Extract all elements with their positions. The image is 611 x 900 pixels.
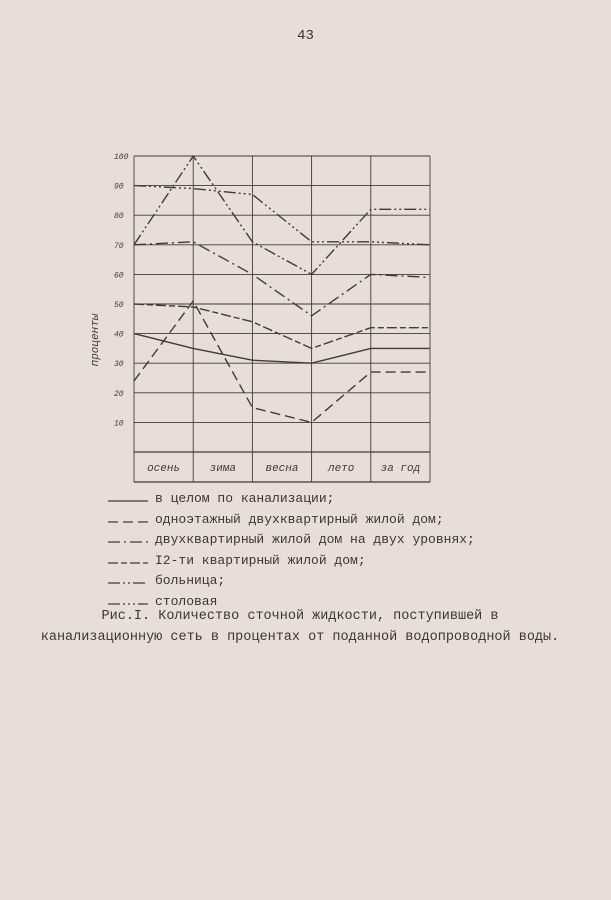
legend-swatch: [108, 518, 150, 526]
y-tick-label: 90: [114, 182, 124, 192]
x-category-label: весна: [265, 463, 299, 475]
page-number: 43: [297, 28, 314, 44]
legend: [108, 491, 528, 614]
y-tick-label: 10: [114, 419, 124, 429]
y-axis-label: проценты: [90, 313, 102, 367]
series-line-3: [134, 242, 430, 316]
legend-label: больница;: [155, 573, 226, 588]
x-category-label: за год: [380, 463, 421, 475]
y-tick-label: 80: [114, 212, 124, 222]
x-category-label: зима: [209, 463, 237, 475]
legend-label: в целом по канализации;: [155, 491, 335, 506]
y-tick-label: 100: [114, 153, 129, 162]
legend-label: двухквартирный жилой дом на двух уровнях;: [155, 532, 475, 547]
legend-entry: [108, 491, 528, 512]
series-line-4: [134, 304, 430, 348]
legend-entry: [108, 512, 528, 533]
series-line-1: [134, 334, 430, 364]
figure-caption: Рис.I. Количество сточной жидкости, поступившей в канализационную сеть в процентах от поданной водопроводной воды.: [40, 609, 560, 645]
legend-label: одноэтажный двухквартирный жилой дом;: [155, 511, 444, 527]
legend-entry: [108, 532, 528, 553]
x-category-label: осень: [147, 463, 181, 475]
legend-entry: [108, 553, 528, 574]
y-tick-label: 50: [114, 301, 124, 310]
legend-swatch: [108, 579, 150, 587]
legend-swatch: [108, 538, 150, 546]
y-tick-label: 60: [114, 271, 124, 281]
legend-entry: [108, 573, 528, 594]
legend-label: столовая: [155, 593, 218, 609]
y-tick-label: 70: [114, 241, 124, 251]
y-tick-label: 20: [114, 389, 124, 399]
legend-swatch: [108, 559, 150, 567]
legend-label: I2-ти квартирный жилой дом;: [155, 552, 366, 568]
x-category-label: лето: [327, 463, 355, 475]
legend-swatch: [108, 497, 150, 505]
y-tick-label: 30: [114, 360, 124, 370]
y-tick-label: 40: [114, 330, 124, 340]
